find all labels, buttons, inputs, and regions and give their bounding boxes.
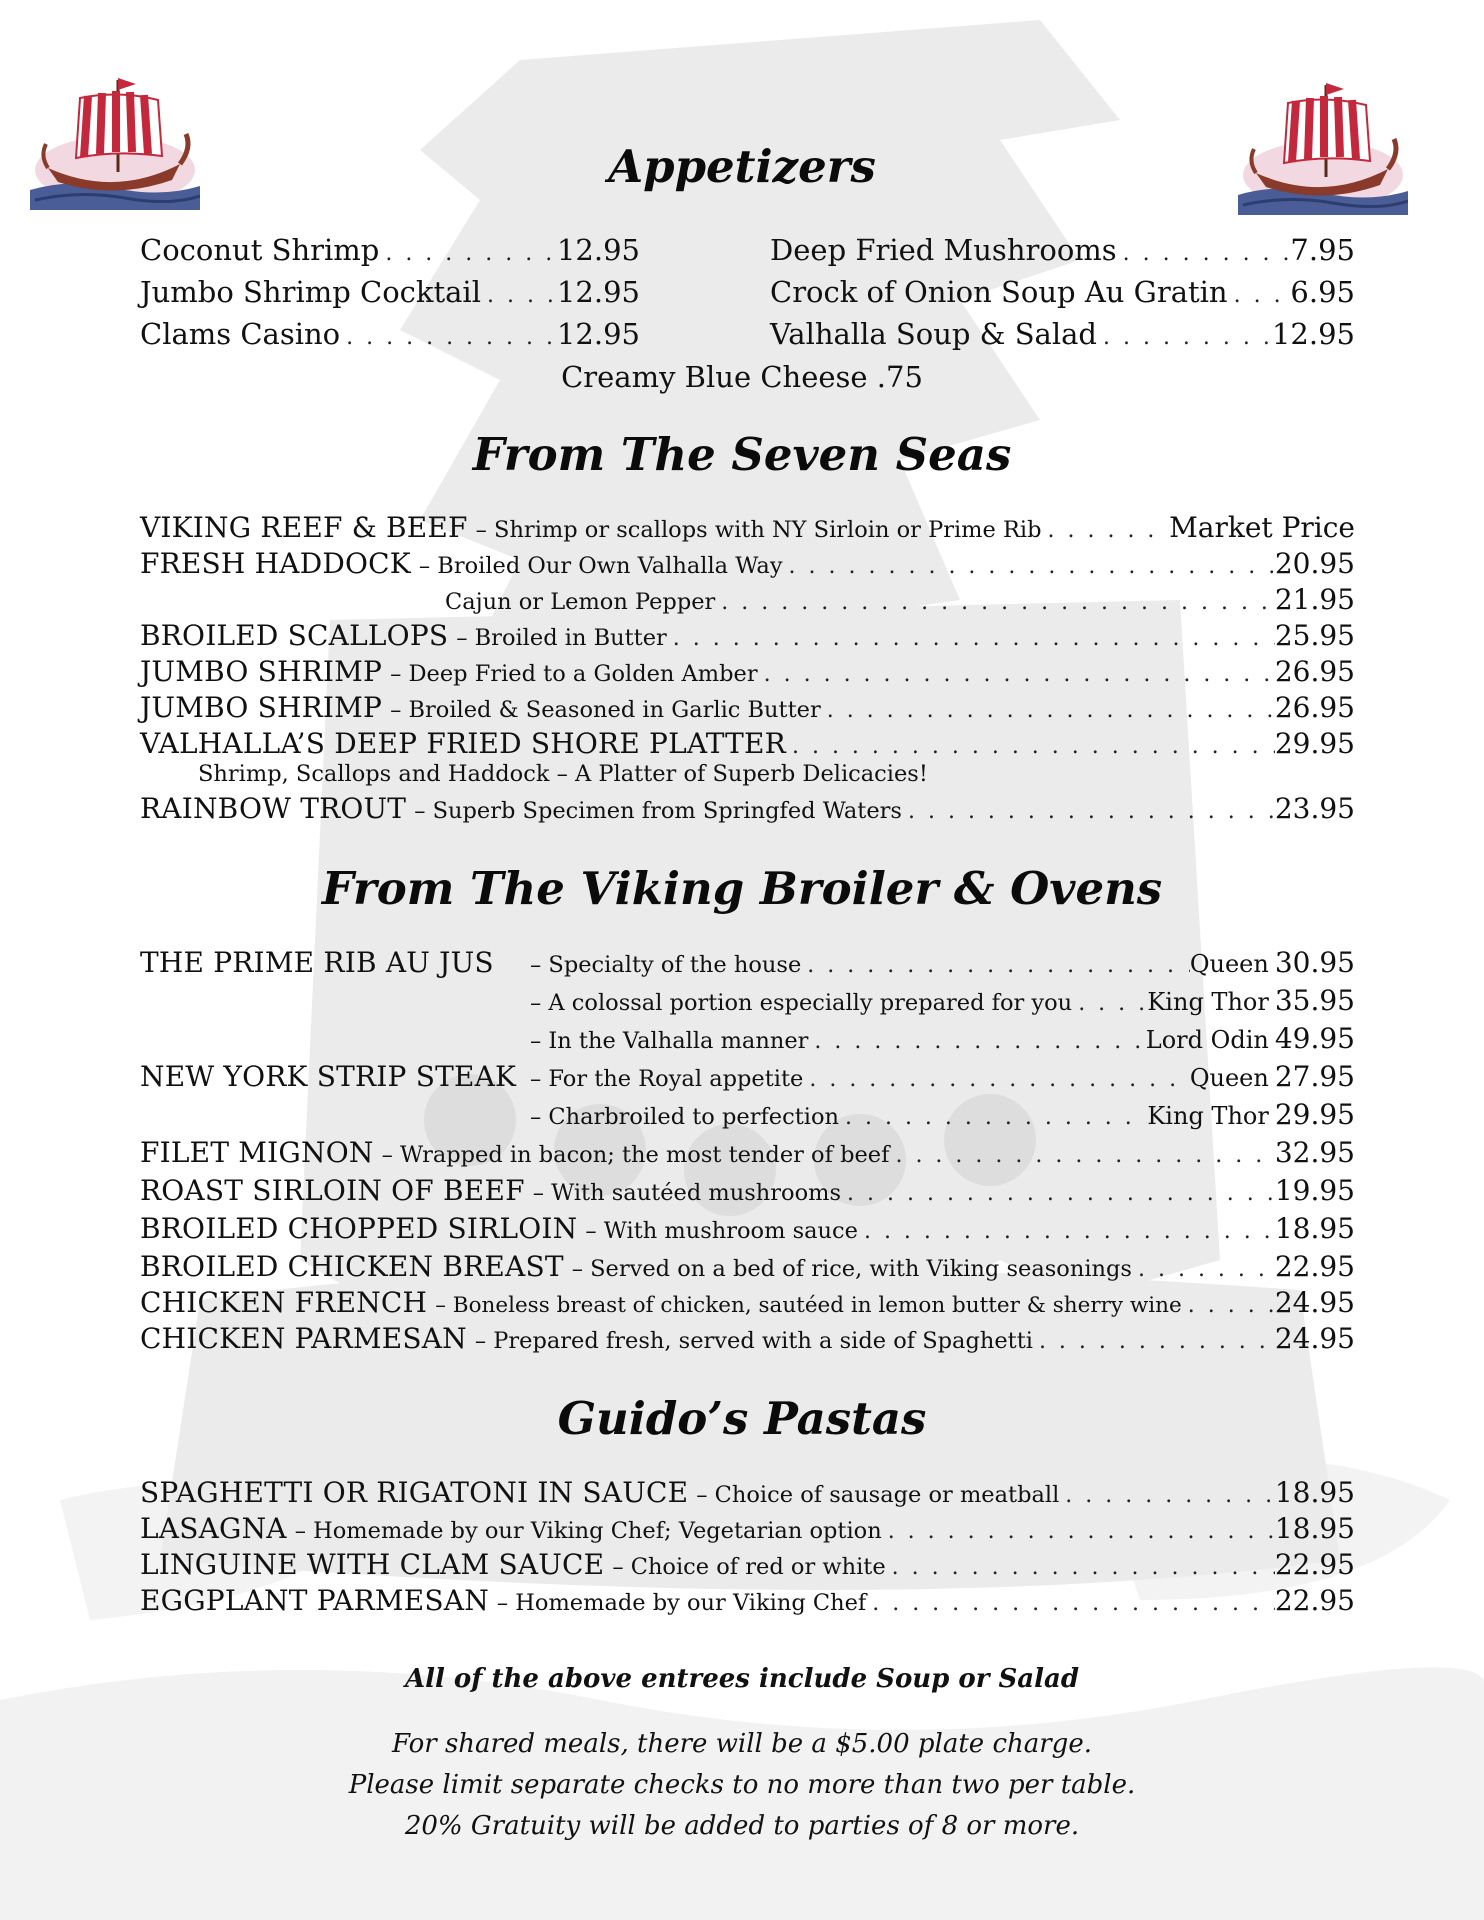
- leader-dots: [803, 1063, 1189, 1097]
- item-price: 20.95: [1274, 547, 1355, 580]
- item-name: FRESH HADDOCK: [140, 547, 411, 580]
- item-price: 32.95: [1274, 1136, 1355, 1169]
- item-price: 21.95: [1274, 583, 1355, 616]
- item-description: – Served on a bed of rice, with Viking seasonings: [571, 1256, 1132, 1282]
- item-name: RAINBOW TROUT: [140, 792, 407, 825]
- item-price: 49.95: [1274, 1022, 1355, 1055]
- leader-dots: [839, 1101, 1147, 1135]
- item-description: – Prepared fresh, served with a side of Spaghetti: [474, 1328, 1033, 1354]
- menu-item: [140, 275, 640, 309]
- item-name: VIKING REEF & BEEF: [140, 511, 468, 544]
- leader-dots: [1132, 1253, 1275, 1287]
- item-description: – Broiled Our Own Valhalla Way: [418, 553, 783, 579]
- menu-item: [140, 946, 1355, 980]
- leader-dots: [902, 795, 1275, 829]
- menu-item: [140, 317, 640, 351]
- menu-item: [140, 547, 1355, 581]
- leader-dots: [858, 1215, 1275, 1249]
- item-name: BROILED SCALLOPS: [140, 619, 449, 652]
- menu-item: [140, 1174, 1355, 1208]
- item-name: EGGPLANT PARMESAN: [140, 1584, 489, 1617]
- item-name: FILET MIGNON: [140, 1136, 374, 1169]
- item-price: 29.95: [1274, 1098, 1355, 1131]
- menu-item: [770, 317, 1355, 351]
- item-price: 19.95: [1274, 1174, 1355, 1207]
- item-description: – Deep Fried to a Golden Amber: [390, 661, 758, 687]
- entrees-note: All of the above entrees include Soup or Salad: [404, 1664, 1080, 1694]
- item-tier: Queen: [1189, 950, 1269, 978]
- leader-dots: [889, 1139, 1274, 1173]
- leader-dots: [715, 586, 1275, 620]
- policy-line: 20% Gratuity will be added to parties of 8 or more.: [404, 1811, 1080, 1841]
- menu-item: [140, 619, 1355, 653]
- menu-item: [522, 984, 1355, 1018]
- section-title-broiler: From The Viking Broiler & Ovens: [321, 862, 1163, 915]
- leader-dots: [841, 1177, 1275, 1211]
- item-price: 12.95: [556, 317, 640, 351]
- item-description: – Broiled in Butter: [456, 625, 667, 651]
- menu-item: [140, 727, 1355, 761]
- menu-item: [140, 792, 1355, 826]
- menu-item: [522, 1022, 1355, 1056]
- item-price: 30.95: [1274, 946, 1355, 979]
- menu-item: [140, 1476, 1355, 1510]
- item-price: 12.95: [556, 275, 640, 309]
- platter-note: Shrimp, Scallops and Haddock – A Platter of Superb Delicacies!: [198, 761, 928, 787]
- item-tier: King Thor: [1147, 988, 1269, 1016]
- menu-item: [140, 691, 1355, 725]
- item-price: 22.95: [1274, 1548, 1355, 1581]
- item-name: BROILED CHOPPED SIRLOIN: [140, 1212, 578, 1245]
- item-name: Crock of Onion Soup Au Gratin: [770, 275, 1228, 309]
- item-description: – Homemade by our Viking Chef: [496, 1590, 867, 1616]
- item-name: LINGUINE WITH CLAM SAUCE: [140, 1548, 605, 1581]
- item-description: – Choice of red or white: [612, 1554, 886, 1580]
- leader-dots: [886, 1551, 1275, 1585]
- item-price: 23.95: [1274, 792, 1355, 825]
- leader-dots: [379, 237, 557, 271]
- item-tier: King Thor: [1147, 1102, 1269, 1130]
- item-name: CHICKEN PARMESAN: [140, 1322, 467, 1355]
- leader-dots: [1059, 1479, 1275, 1513]
- item-name: JUMBO SHRIMP: [140, 691, 383, 724]
- item-name: ROAST SIRLOIN OF BEEF: [140, 1174, 525, 1207]
- item-price: 12.95: [1271, 317, 1355, 351]
- section-title-pastas: Guido’s Pastas: [557, 1392, 927, 1445]
- menu-item: [445, 583, 1355, 617]
- item-price: 22.95: [1274, 1250, 1355, 1283]
- policy-line: Please limit separate checks to no more than two per table.: [348, 1770, 1136, 1800]
- item-name: Coconut Shrimp: [140, 233, 380, 267]
- item-description: – Boneless breast of chicken, sautéed in lemon butter & sherry wine: [435, 1293, 1182, 1318]
- leader-dots: [1042, 514, 1170, 548]
- leader-dots: [667, 622, 1275, 656]
- menu-item: [140, 1250, 1355, 1284]
- menu-item: [140, 1060, 1355, 1094]
- leader-dots: [481, 279, 557, 313]
- appetizer-note: Creamy Blue Cheese .75: [561, 360, 923, 394]
- item-price: 18.95: [1274, 1212, 1355, 1245]
- item-description: – Charbroiled to perfection: [530, 1104, 839, 1130]
- menu-item: [140, 1548, 1355, 1582]
- item-price: 18.95: [1274, 1476, 1355, 1509]
- item-tier: Lord Odin: [1145, 1026, 1269, 1054]
- item-name: LASAGNA: [140, 1512, 287, 1545]
- leader-dots: [786, 730, 1275, 764]
- leader-dots: [1072, 987, 1147, 1021]
- item-description: – For the Royal appetite: [530, 1066, 804, 1092]
- item-name: SPAGHETTI OR RIGATONI IN SAUCE: [140, 1476, 689, 1509]
- item-name: Jumbo Shrimp Cocktail: [140, 275, 481, 309]
- leader-dots: [1117, 237, 1291, 271]
- item-name: BROILED CHICKEN BREAST: [140, 1250, 564, 1283]
- item-price: 35.95: [1274, 984, 1355, 1017]
- leader-dots: [1033, 1325, 1275, 1359]
- item-description: – Choice of sausage or meatball: [696, 1482, 1060, 1508]
- item-price: 25.95: [1274, 619, 1355, 652]
- item-price: 18.95: [1274, 1512, 1355, 1545]
- menu-item: [140, 233, 640, 267]
- item-price: 26.95: [1274, 655, 1355, 688]
- menu-item: [140, 1322, 1355, 1356]
- item-price: Market Price: [1169, 511, 1355, 544]
- leader-dots: [783, 550, 1275, 584]
- item-name: THE PRIME RIB AU JUS: [140, 946, 494, 979]
- item-price: 27.95: [1274, 1060, 1355, 1093]
- item-price: 7.95: [1290, 233, 1355, 267]
- menu-item: [140, 1212, 1355, 1246]
- policy-line: For shared meals, there will be a $5.00 plate charge.: [392, 1729, 1092, 1759]
- item-description: – Wrapped in bacon; the most tender of beef: [381, 1142, 890, 1168]
- leader-dots: [808, 1025, 1145, 1059]
- item-name: Deep Fried Mushrooms: [770, 233, 1117, 267]
- item-description: – A colossal portion especially prepared for you: [530, 990, 1073, 1016]
- item-name: CHICKEN FRENCH: [140, 1286, 428, 1319]
- item-name: Valhalla Soup & Salad: [770, 317, 1097, 351]
- item-description: – In the Valhalla manner: [530, 1028, 809, 1054]
- item-price: 24.95: [1274, 1286, 1355, 1319]
- item-price: 12.95: [556, 233, 640, 267]
- menu-item: [140, 1584, 1355, 1618]
- item-name: Clams Casino: [140, 317, 341, 351]
- leader-dots: [821, 694, 1275, 728]
- item-price: 22.95: [1274, 1584, 1355, 1617]
- leader-dots: [801, 949, 1190, 983]
- menu-item: [140, 1512, 1355, 1546]
- item-description: – Shrimp or scallops with NY Sirloin or Prime Rib: [475, 517, 1042, 543]
- leader-dots: [866, 1587, 1275, 1621]
- leader-dots: [758, 658, 1275, 692]
- menu-item: [770, 275, 1355, 309]
- item-price: 29.95: [1274, 727, 1355, 760]
- menu-item: [140, 655, 1355, 689]
- leader-dots: [1228, 279, 1291, 313]
- section-title-seven-seas: From The Seven Seas: [472, 428, 1012, 481]
- leader-dots: [340, 321, 557, 355]
- item-description: Cajun or Lemon Pepper: [445, 589, 716, 615]
- item-description: – Homemade by our Viking Chef; Vegetarian option: [294, 1518, 882, 1544]
- item-description: – With sautéed mushrooms: [532, 1180, 842, 1206]
- item-price: 26.95: [1274, 691, 1355, 724]
- leader-dots: [1097, 321, 1272, 355]
- item-name: JUMBO SHRIMP: [140, 655, 383, 688]
- menu-item: [770, 233, 1355, 267]
- leader-dots: [1182, 1289, 1275, 1323]
- leader-dots: [882, 1515, 1275, 1549]
- item-name: NEW YORK STRIP STEAK: [140, 1060, 517, 1093]
- item-description: – Specialty of the house: [530, 952, 802, 978]
- item-price: 24.95: [1274, 1322, 1355, 1355]
- item-price: 6.95: [1290, 275, 1355, 309]
- item-description: – With mushroom sauce: [585, 1218, 858, 1244]
- item-tier: Queen: [1189, 1064, 1269, 1092]
- menu-item: [522, 1098, 1355, 1132]
- section-title-appetizers: Appetizers: [608, 140, 876, 193]
- menu-item: [140, 511, 1355, 545]
- item-description: – Superb Specimen from Springfed Waters: [414, 798, 902, 824]
- item-name: VALHALLA’S DEEP FRIED SHORE PLATTER: [140, 727, 786, 760]
- item-description: – Broiled & Seasoned in Garlic Butter: [390, 697, 821, 723]
- menu-item: [140, 1136, 1355, 1170]
- menu-item: [140, 1286, 1355, 1320]
